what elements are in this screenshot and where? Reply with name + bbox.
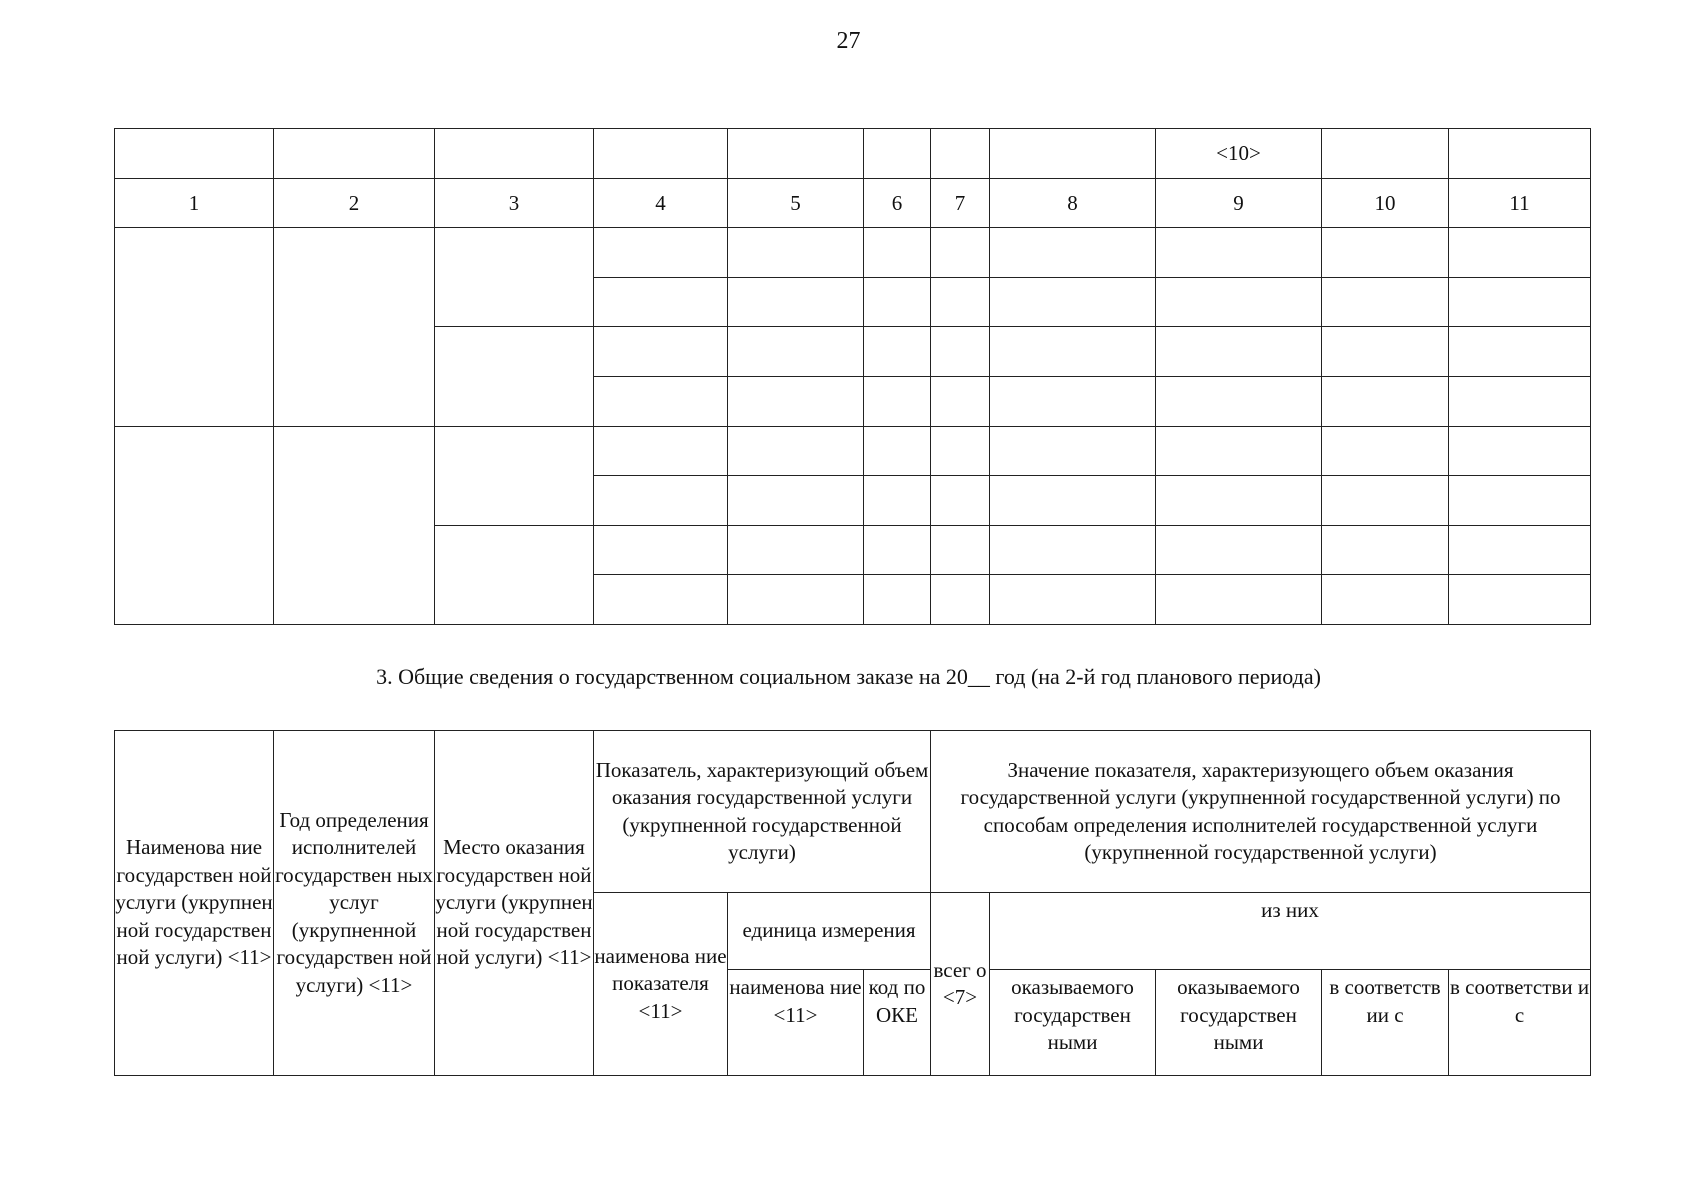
empty-cell [1156, 277, 1322, 327]
page-number: 27 [836, 28, 861, 54]
table-row [115, 426, 1591, 476]
empty-cell [990, 376, 1156, 426]
empty-cell [1322, 277, 1449, 327]
sub-header: в соответстви и с [1449, 970, 1591, 1076]
empty-cell [931, 426, 990, 476]
table-header-row [115, 731, 1591, 893]
value-group-header: Значение показателя, характеризующего объем оказания государственной услуги (укрупненной государственной услуги) по способам определения исполнителей государственной услуги (укрупненной государственной услуги) [931, 731, 1591, 893]
column-number: 4 [594, 178, 728, 228]
table-cell [728, 129, 864, 179]
total-header: всег о <7> [931, 893, 990, 1076]
empty-cell [594, 575, 728, 625]
empty-cell [931, 228, 990, 278]
empty-cell [115, 426, 274, 624]
empty-cell [435, 426, 594, 525]
empty-cell [594, 426, 728, 476]
column-number: 2 [274, 178, 435, 228]
empty-cell [274, 228, 435, 426]
column-number: 5 [728, 178, 864, 228]
column-number: 9 [1156, 178, 1322, 228]
empty-cell [1449, 327, 1591, 377]
empty-cell [728, 476, 864, 526]
table-cell [435, 129, 594, 179]
empty-cell [1322, 525, 1449, 575]
empty-cell [1322, 575, 1449, 625]
empty-cell [728, 575, 864, 625]
indicator-group-header: Показатель, характеризующий объем оказания государственной услуги (укрупненной государственной услуги) [594, 731, 931, 893]
empty-cell [435, 228, 594, 327]
empty-cell [594, 327, 728, 377]
empty-cell [435, 525, 594, 624]
empty-cell [1322, 327, 1449, 377]
empty-cell [594, 376, 728, 426]
column-number-row [115, 178, 1591, 228]
empty-cell [728, 426, 864, 476]
empty-cell [594, 476, 728, 526]
social-order-table [114, 730, 1591, 1076]
column-number: 1 [115, 178, 274, 228]
column-number: 7 [931, 178, 990, 228]
sub-header: в соответств ии с [1322, 970, 1449, 1076]
empty-cell [931, 327, 990, 377]
unit-group-header: единица измерения [728, 893, 931, 970]
column-number: 6 [864, 178, 931, 228]
empty-cell [1156, 426, 1322, 476]
empty-cell [728, 376, 864, 426]
table-cell [115, 129, 274, 179]
table-cell [990, 129, 1156, 179]
table-cell [931, 129, 990, 179]
sub-header: оказываемого государствен ными [990, 970, 1156, 1076]
empty-cell [1156, 327, 1322, 377]
empty-cell [1156, 525, 1322, 575]
empty-cell [1322, 376, 1449, 426]
empty-cell [1449, 277, 1591, 327]
empty-cell [1322, 228, 1449, 278]
of-them-header: из них [990, 893, 1591, 970]
empty-cell [1449, 376, 1591, 426]
unit-code-header: код по ОКЕ [864, 970, 931, 1076]
empty-cell [931, 575, 990, 625]
empty-cell [864, 376, 931, 426]
empty-cell [1449, 476, 1591, 526]
empty-cell [990, 327, 1156, 377]
empty-cell [594, 525, 728, 575]
table-header-row [115, 129, 1591, 179]
table-cell [594, 129, 728, 179]
empty-cell [594, 277, 728, 327]
empty-cell [594, 228, 728, 278]
sub-header: оказываемого государствен ными [1156, 970, 1322, 1076]
empty-cell [728, 228, 864, 278]
empty-cell [274, 426, 435, 624]
empty-cell [1449, 228, 1591, 278]
empty-cell [864, 575, 931, 625]
empty-cell [931, 277, 990, 327]
empty-cell [1449, 575, 1591, 625]
empty-cell [990, 277, 1156, 327]
service-name-header: Наименова ние государствен ной услуги (укрупнен ной государствен ной услуги) <11> [115, 731, 274, 1076]
column-number: 3 [435, 178, 594, 228]
empty-cell [990, 525, 1156, 575]
empty-cell [864, 277, 931, 327]
empty-cell [990, 228, 1156, 278]
empty-cell [990, 476, 1156, 526]
empty-cell [931, 476, 990, 526]
column-number: 11 [1449, 178, 1591, 228]
section-title: 3. Общие сведения о государственном социальном заказе на 20__ год (на 2-й год планового периода) [376, 664, 1321, 689]
empty-cell [728, 327, 864, 377]
empty-cell [931, 376, 990, 426]
empty-cell [435, 327, 594, 426]
empty-cell [864, 426, 931, 476]
empty-cell [1449, 426, 1591, 476]
empty-cell [728, 277, 864, 327]
column-number: 8 [990, 178, 1156, 228]
empty-cell [1449, 525, 1591, 575]
empty-cell [864, 476, 931, 526]
empty-cell [864, 327, 931, 377]
table-cell [864, 129, 931, 179]
empty-cell [1156, 575, 1322, 625]
continuation-table [114, 128, 1591, 625]
empty-cell [864, 228, 931, 278]
empty-cell [990, 575, 1156, 625]
unit-name-header: наименова ние <11> [728, 970, 864, 1076]
column-number: 10 [1322, 178, 1449, 228]
empty-cell [1322, 476, 1449, 526]
indicator-name-header: наименова ние показателя <11> [594, 893, 728, 1076]
empty-cell [1156, 376, 1322, 426]
service-place-header: Место оказания государствен ной услуги (укрупнен ной государствен ной услуги) <11> [435, 731, 594, 1076]
empty-cell [1156, 228, 1322, 278]
empty-cell [1322, 426, 1449, 476]
table-row [115, 228, 1591, 278]
empty-cell [728, 525, 864, 575]
empty-cell [931, 525, 990, 575]
empty-cell [1156, 476, 1322, 526]
empty-cell [115, 228, 274, 426]
contractor-year-header: Год определения исполнителей государствен ных услуг (укрупненной государствен ной услуги) <11> [274, 731, 435, 1076]
footnote-ref-10: <10> [1156, 129, 1322, 179]
table-cell [274, 129, 435, 179]
empty-cell [864, 525, 931, 575]
empty-cell [990, 426, 1156, 476]
table-cell [1449, 129, 1591, 179]
table-cell [1322, 129, 1449, 179]
